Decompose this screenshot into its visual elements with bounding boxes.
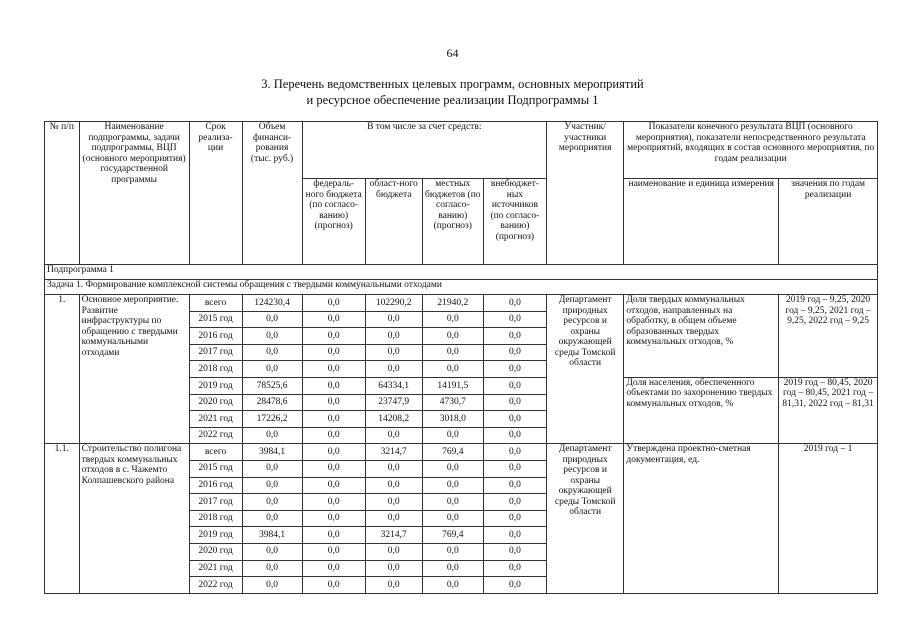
row-number: 1.1.	[45, 444, 80, 593]
title-line-1: 3. Перечень ведомственных целевых программ, основных мероприятий	[261, 77, 644, 91]
cell-term: 2021 год	[189, 411, 242, 428]
cell-offbudget: 0,0	[483, 560, 546, 577]
header-offbudget: внебюджет-ных источников (по согласо-ванию) (прогноз)	[483, 179, 546, 265]
cell-federal: 0,0	[302, 560, 365, 577]
cell-federal: 0,0	[302, 311, 365, 328]
cell-offbudget: 0,0	[483, 444, 546, 461]
cell-federal: 0,0	[302, 377, 365, 394]
cell-volume: 3984,1	[242, 527, 302, 544]
measure-name: Основное мероприятие. Развитие инфраструктуры по обращению с твердыми коммунальными отходами	[79, 295, 189, 444]
cell-term: 2020 год	[189, 394, 242, 411]
cell-term: 2017 год	[189, 494, 242, 511]
cell-term: 2022 год	[189, 577, 242, 594]
cell-term: 2018 год	[189, 510, 242, 527]
cell-volume: 0,0	[242, 460, 302, 477]
page-number: 64	[446, 46, 459, 60]
cell-local: 4730,7	[422, 394, 483, 411]
cell-offbudget: 0,0	[483, 477, 546, 494]
cell-term: 2015 год	[189, 460, 242, 477]
cell-federal: 0,0	[302, 295, 365, 312]
cell-volume: 0,0	[242, 328, 302, 345]
cell-local: 0,0	[422, 427, 483, 444]
header-local: местных бюджетов (по согласо-ванию) (прогноз)	[422, 179, 483, 265]
cell-local: 0,0	[422, 477, 483, 494]
cell-offbudget: 0,0	[483, 427, 546, 444]
cell-offbudget: 0,0	[483, 377, 546, 394]
cell-federal: 0,0	[302, 477, 365, 494]
cell-regional: 0,0	[365, 543, 422, 560]
cell-federal: 0,0	[302, 344, 365, 361]
cell-local: 0,0	[422, 328, 483, 345]
cell-volume: 0,0	[242, 543, 302, 560]
indicator-values: 2019 год – 9,25, 2020 год – 9,25, 2021 год – 9,25, 2022 год – 9,25	[779, 295, 878, 378]
indicator-name: Доля населения, обеспеченного объектами по захоронению твердых коммунальных отходов, %	[624, 377, 779, 443]
header-indicators: Показатели конечного результата ВЦП (основного мероприятия), показатели непосредственного результата мероприятий, входящих в состав основного мероприятия, по годам реализации	[624, 122, 878, 179]
cell-regional: 23747,9	[365, 394, 422, 411]
program-table	[44, 121, 878, 594]
cell-regional: 14208,2	[365, 411, 422, 428]
cell-local: 21940,2	[422, 295, 483, 312]
header-indicator-values: значения по годам реализации	[779, 179, 878, 265]
cell-local: 0,0	[422, 543, 483, 560]
task-row: Задача 1. Формирование комплексной системы обращения с твердыми коммунальными отходами	[45, 280, 878, 295]
cell-federal: 0,0	[302, 577, 365, 594]
cell-federal: 0,0	[302, 411, 365, 428]
cell-term: всего	[189, 295, 242, 312]
cell-federal: 0,0	[302, 394, 365, 411]
cell-volume: 0,0	[242, 510, 302, 527]
cell-federal: 0,0	[302, 543, 365, 560]
cell-term: 2017 год	[189, 344, 242, 361]
cell-offbudget: 0,0	[483, 328, 546, 345]
cell-regional: 0,0	[365, 510, 422, 527]
cell-regional: 0,0	[365, 344, 422, 361]
indicator-values: 2019 год – 1	[779, 444, 878, 593]
cell-federal: 0,0	[302, 527, 365, 544]
cell-offbudget: 0,0	[483, 344, 546, 361]
cell-term: 2022 год	[189, 427, 242, 444]
indicator-name: Доля твердых коммунальных отходов, направленных на обработку, в общем объеме образованных твердых коммунальных отходов, %	[624, 295, 779, 378]
cell-volume: 0,0	[242, 560, 302, 577]
cell-term: 2020 год	[189, 543, 242, 560]
cell-federal: 0,0	[302, 510, 365, 527]
cell-offbudget: 0,0	[483, 411, 546, 428]
cell-offbudget: 0,0	[483, 311, 546, 328]
cell-federal: 0,0	[302, 444, 365, 461]
cell-term: 2016 год	[189, 477, 242, 494]
cell-local: 0,0	[422, 560, 483, 577]
cell-federal: 0,0	[302, 427, 365, 444]
cell-offbudget: 0,0	[483, 361, 546, 378]
cell-offbudget: 0,0	[483, 577, 546, 594]
cell-local: 0,0	[422, 494, 483, 511]
cell-term: 2016 год	[189, 328, 242, 345]
header-volume: Объем финанси-рования (тыс. руб.)	[242, 122, 302, 265]
header-num: № п/п	[45, 122, 80, 265]
cell-local: 769,4	[422, 527, 483, 544]
cell-volume: 0,0	[242, 311, 302, 328]
table-row	[45, 295, 878, 312]
header-term: Срок реализа-ции	[189, 122, 242, 265]
cell-local: 0,0	[422, 577, 483, 594]
cell-regional: 0,0	[365, 361, 422, 378]
header-indicator-name: наименование и единица измерения	[624, 179, 779, 265]
cell-regional: 3214,7	[365, 444, 422, 461]
page-title	[0, 76, 905, 108]
cell-term: 2018 год	[189, 361, 242, 378]
cell-volume: 0,0	[242, 577, 302, 594]
cell-local: 3018,0	[422, 411, 483, 428]
cell-volume: 0,0	[242, 427, 302, 444]
cell-volume: 3984,1	[242, 444, 302, 461]
cell-volume: 0,0	[242, 344, 302, 361]
cell-regional: 0,0	[365, 494, 422, 511]
cell-volume: 124230,4	[242, 295, 302, 312]
cell-federal: 0,0	[302, 460, 365, 477]
indicator-values: 2019 год – 80,45, 2020 год – 80,45, 2021 год – 81,31, 2022 год – 81,31	[779, 377, 878, 443]
cell-offbudget: 0,0	[483, 494, 546, 511]
participant: Департамент природных ресурсов и охраны окружающей среды Томской области	[546, 444, 623, 593]
cell-volume: 0,0	[242, 361, 302, 378]
header-federal: федераль-ного бюджета (по согласо-ванию) (прогноз)	[302, 179, 365, 265]
cell-regional: 0,0	[365, 328, 422, 345]
cell-local: 0,0	[422, 344, 483, 361]
cell-local: 0,0	[422, 361, 483, 378]
cell-local: 769,4	[422, 444, 483, 461]
cell-offbudget: 0,0	[483, 295, 546, 312]
cell-offbudget: 0,0	[483, 527, 546, 544]
cell-term: всего	[189, 444, 242, 461]
subprogram-row: Подпрограмма 1	[45, 265, 878, 280]
row-number: 1.	[45, 295, 80, 444]
cell-offbudget: 0,0	[483, 394, 546, 411]
cell-local: 0,0	[422, 510, 483, 527]
participant: Департамент природных ресурсов и охраны окружающей среды Томской области	[546, 295, 623, 444]
cell-term: 2021 год	[189, 560, 242, 577]
cell-local: 0,0	[422, 311, 483, 328]
cell-regional: 0,0	[365, 427, 422, 444]
cell-regional: 102290,2	[365, 295, 422, 312]
cell-regional: 0,0	[365, 311, 422, 328]
table-row	[45, 444, 878, 461]
cell-volume: 78525,6	[242, 377, 302, 394]
cell-local: 0,0	[422, 460, 483, 477]
header-regional: област-ного бюджета	[365, 179, 422, 265]
cell-regional: 0,0	[365, 577, 422, 594]
cell-volume: 17226,2	[242, 411, 302, 428]
cell-regional: 0,0	[365, 460, 422, 477]
cell-volume: 0,0	[242, 494, 302, 511]
cell-federal: 0,0	[302, 361, 365, 378]
cell-offbudget: 0,0	[483, 510, 546, 527]
cell-regional: 0,0	[365, 477, 422, 494]
cell-regional: 64334,1	[365, 377, 422, 394]
cell-regional: 0,0	[365, 560, 422, 577]
cell-term: 2015 год	[189, 311, 242, 328]
header-participant: Участник/ участники мероприятия	[546, 122, 623, 265]
cell-local: 14191,5	[422, 377, 483, 394]
cell-volume: 28478,6	[242, 394, 302, 411]
cell-regional: 3214,7	[365, 527, 422, 544]
header-including: В том числе за счет средств:	[302, 122, 546, 179]
title-line-2: и ресурсное обеспечение реализации Подпрограммы 1	[306, 93, 599, 107]
cell-volume: 0,0	[242, 477, 302, 494]
cell-offbudget: 0,0	[483, 460, 546, 477]
cell-term: 2019 год	[189, 377, 242, 394]
cell-term: 2019 год	[189, 527, 242, 544]
cell-offbudget: 0,0	[483, 543, 546, 560]
measure-name: Строительство полигона твердых коммунальных отходов в с. Чажемто Колпашевского района	[79, 444, 189, 593]
cell-federal: 0,0	[302, 494, 365, 511]
cell-federal: 0,0	[302, 328, 365, 345]
indicator-name: Утверждена проектно-сметная документация, ед.	[624, 444, 779, 593]
header-name: Наименование подпрограммы, задачи подпрограммы, ВЦП (основного мероприятия) государственной программы	[79, 122, 189, 265]
